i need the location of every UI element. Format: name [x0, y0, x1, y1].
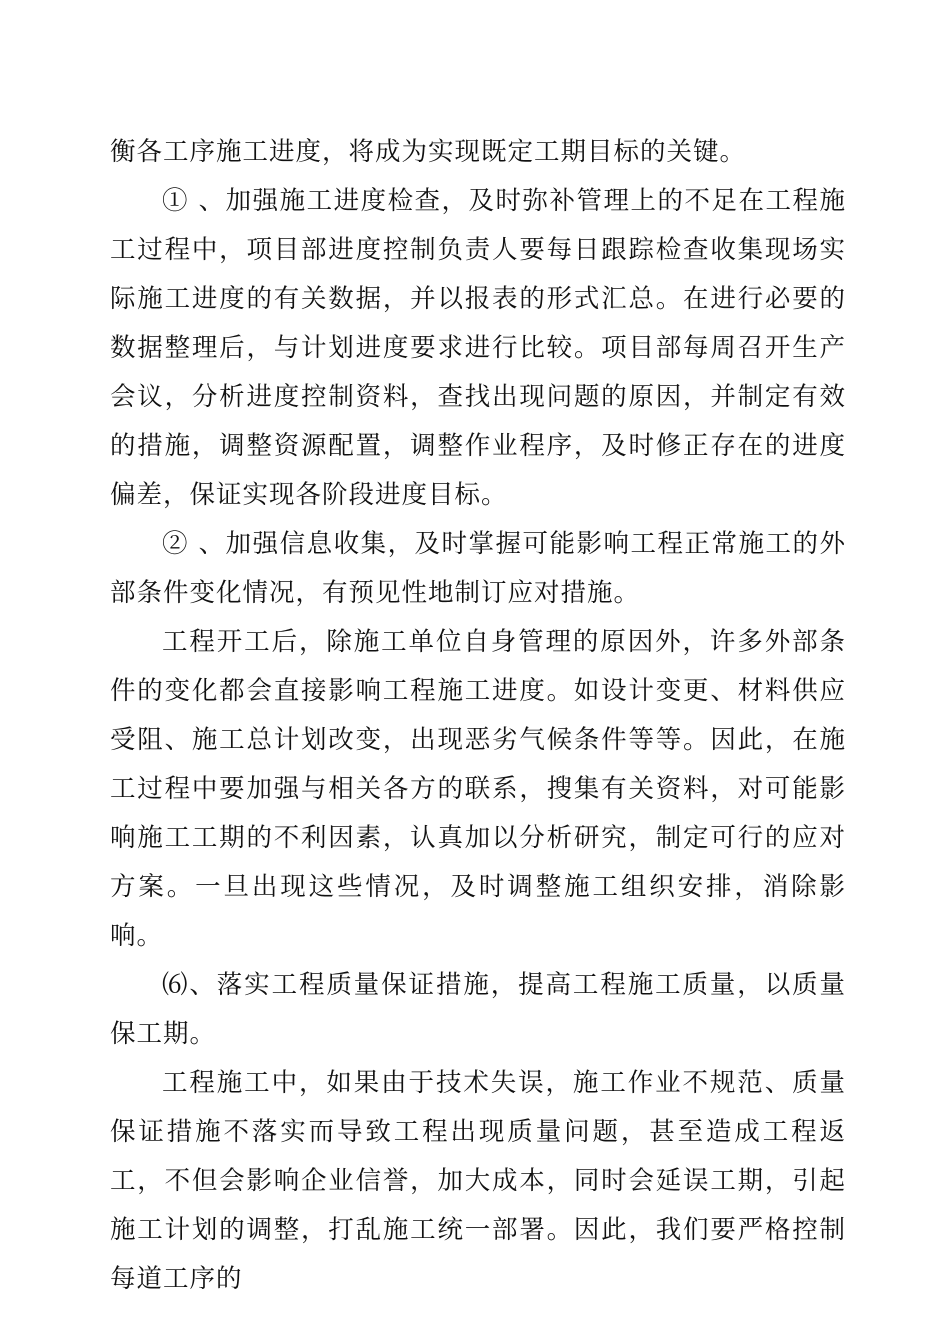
paragraph-external-conditions: 工程开工后，除施工单位自身管理的原因外，许多外部条件的变化都会直接影响工程施工进度。如设计变更、材料供应受阻、施工总计划改变，出现恶劣气候条件等等。因此，在施工过程中要加强与相关各方的联系，搜集有关资料，对可能影响施工工期的不利因素，认真加以分析研究，制定可行的应对方案。一旦出现这些情况，及时调整施工组织安排，消除影响。 — [110, 627, 846, 951]
paragraph-continuation: 衡各工序施工进度，将成为实现既定工期目标的关键。 — [110, 137, 747, 167]
paragraph-item-2: ② 、加强信息收集，及时掌握可能影响工程正常施工的外部条件变化情况，有预见性地制订应对措施。 — [110, 529, 846, 608]
document-body — [110, 128, 846, 1304]
paragraph-quality: 工程施工中，如果由于技术失误，施工作业不规范、质量保证措施不落实而导致工程出现质量问题，甚至造成工程返工，不但会影响企业信誉，加大成本，同时会延误工期，引起施工计划的调整，打乱施工统一部署。因此，我们要严格控制每道工序的 — [110, 1068, 846, 1294]
paragraph-item-1: ① 、加强施工进度检查，及时弥补管理上的不足在工程施工过程中，项目部进度控制负责人要每日跟踪检查收集现场实际施工进度的有关数据，并以报表的形式汇总。在进行必要的数据整理后，与计划进度要求进行比较。项目部每周召开生产会议，分析进度控制资料，查找出现问题的原因，并制定有效的措施，调整资源配置，调整作业程序，及时修正存在的进度偏差，保证实现各阶段进度目标。 — [110, 186, 846, 510]
paragraph-section-6: ⑹、落实工程质量保证措施，提高工程施工质量，以质量保工期。 — [110, 970, 846, 1049]
